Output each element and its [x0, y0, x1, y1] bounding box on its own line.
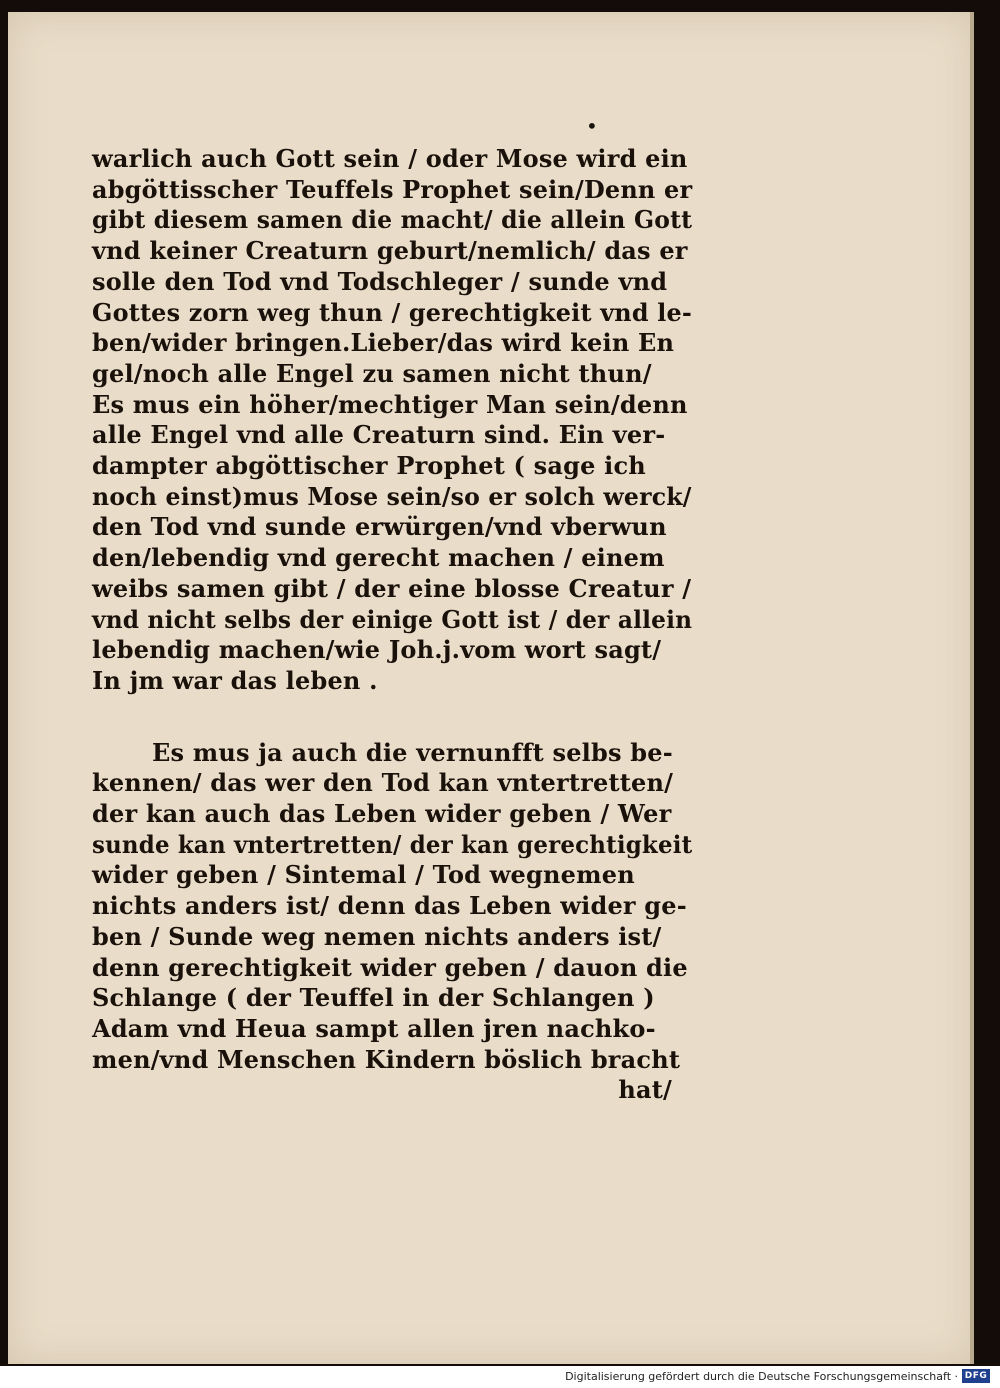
- footer-bar: [0, 1366, 1000, 1388]
- text-line: vnd keiner Creaturn geburt/nemlich/ das er: [92, 236, 688, 266]
- text-line: warlich auch Gott sein / oder Mose wird ein: [92, 144, 688, 173]
- text-line: gel/noch alle Engel zu samen nicht thun/: [92, 358, 652, 388]
- text-line: der kan auch das Leben wider geben / Wer: [92, 799, 672, 829]
- text-line: weibs samen gibt / der eine blosse Creatur /: [92, 573, 692, 603]
- text-line: wider geben / Sintemal / Tod wegnemen: [92, 860, 635, 890]
- text-line: den Tod vnd sunde erwürgen/vnd vberwun: [92, 512, 667, 542]
- text-line: noch einst)mus Mose sein/so er solch werck/: [92, 481, 692, 511]
- text-line: alle Engel vnd alle Creaturn sind. Ein ver-: [92, 420, 666, 450]
- text-block: [92, 144, 692, 1106]
- text-line: vnd nicht selbs der einige Gott ist / der allein: [92, 604, 693, 634]
- text-line: kennen/ das wer den Tod kan vntertretten/: [92, 768, 674, 798]
- dfg-logo[interactable]: DFG: [962, 1369, 990, 1383]
- text-line: men/vnd Menschen Kindern böslich bracht: [92, 1044, 681, 1074]
- text-line: ben / Sunde weg nemen nichts anders ist/: [92, 921, 662, 951]
- text-line: sunde kan vntertretten/ der kan gerechtigkeit: [92, 829, 693, 859]
- page-mark: •: [586, 114, 598, 138]
- text-line: Schlange ( der Teuffel in der Schlangen ): [92, 983, 655, 1013]
- text-line: denn gerechtigkeit wider geben / dauon die: [92, 952, 688, 982]
- catchword: hat/: [618, 1075, 672, 1105]
- paragraph-2: [92, 738, 692, 1106]
- text-line: Es mus ja auch die vernunfft selbs be-: [152, 737, 673, 767]
- book-page: [8, 12, 974, 1364]
- text-line: In jm war das leben .: [92, 665, 378, 695]
- text-line: Gottes zorn weg thun / gerechtigkeit vnd le-: [92, 297, 693, 327]
- text-line: lebendig machen/wie Joh.j.vom wort sagt/: [92, 635, 662, 665]
- text-line: nichts anders ist/ denn das Leben wider ge-: [92, 891, 687, 921]
- text-line: ben/wider bringen.Lieber/das wird kein En: [92, 328, 675, 358]
- text-line: abgöttisscher Teuffels Prophet sein/Denn er: [92, 174, 693, 204]
- paragraph-1: [92, 144, 692, 697]
- text-line: den/lebendig vnd gerecht machen / einem: [92, 543, 665, 573]
- text-line: Es mus ein höher/mechtiger Man sein/denn: [92, 389, 688, 419]
- text-line: gibt diesem samen die macht/ die allein Gott: [92, 205, 693, 235]
- page-edge: [970, 12, 974, 1364]
- funding-credit: Digitalisierung gefördert durch die Deutsche Forschungsgemeinschaft ·: [565, 1370, 958, 1383]
- text-line: dampter abgöttischer Prophet ( sage ich: [92, 451, 646, 481]
- text-line: Adam vnd Heua sampt allen jren nachko-: [92, 1013, 656, 1043]
- text-line: solle den Tod vnd Todschleger / sunde vnd: [92, 266, 668, 296]
